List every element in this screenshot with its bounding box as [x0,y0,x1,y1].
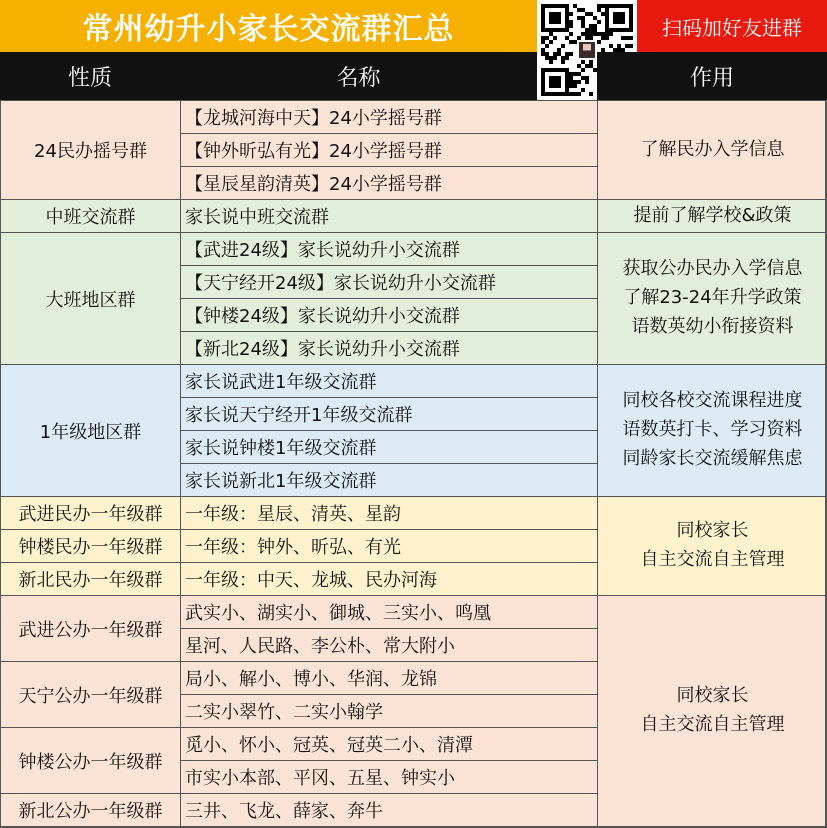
page-title: 常州幼升小家长交流群汇总 [0,0,537,52]
group-use-cell [597,232,827,364]
group-name-cell: 【钟外昕弘有光】24小学摇号群 [180,133,597,166]
group-type-cell: 武进公办一年级群 [0,595,180,661]
group-type-cell: 钟楼民办一年级群 [0,529,180,562]
group-name-cell: 家长说钟楼1年级交流群 [180,430,597,463]
use-line: 了解23-24年升学政策 [623,287,802,309]
group-use-cell [597,199,827,232]
scan-to-join-label: 扫码加好友进群 [637,0,827,52]
use-line: 获取公办民办入学信息 [622,258,803,280]
group-type-cell: 钟楼公办一年级群 [0,727,180,793]
group-name-cell: 一年级：星辰、清英、星韵 [180,496,597,529]
group-type-cell: 武进民办一年级群 [0,496,180,529]
group-name-cell: 【钟楼24级】家长说幼升小交流群 [180,298,597,331]
header-type: 性质 [0,52,180,100]
group-name-cell: 一年级：钟外、昕弘、有光 [180,529,597,562]
group-name-cell: 【星辰星韵清英】24小学摇号群 [180,166,597,199]
group-name-cell: 三井、飞龙、薛家、奔牛 [180,793,597,826]
group-type-cell: 天宁公办一年级群 [0,661,180,727]
group-name-cell: 【天宁经开24级】家长说幼升小交流群 [180,265,597,298]
group-name-cell: 武实小、湖实小、御城、三实小、鸣凰 [180,595,597,628]
group-name-cell: 【武进24级】家长说幼升小交流群 [180,232,597,265]
group-use-cell [597,496,827,595]
use-line: 提前了解学校&政策 [633,204,792,226]
use-line: 自主交流自主管理 [640,714,785,735]
use-line: 了解民办入学信息 [640,138,785,160]
header-name: 名称 [180,52,537,100]
group-name-cell: 一年级：中天、龙城、民办河海 [180,562,597,595]
group-type-cell: 中班交流群 [0,199,180,232]
group-use-cell [597,100,827,199]
use-line: 同龄家长交流缓解焦虑 [622,447,803,469]
group-name-cell: 家长说新北1年级交流群 [180,463,597,496]
use-line: 语数英打卡、学习资料 [622,419,803,441]
use-line: 自主交流自主管理 [640,549,785,570]
group-type-cell: 24民办摇号群 [0,100,180,199]
group-type-cell: 新北公办一年级群 [0,793,180,826]
group-use-cell [597,595,827,826]
group-table [0,100,827,828]
group-name-cell: 家长说中班交流群 [180,199,597,232]
group-name-cell: 【新北24级】家长说幼升小交流群 [180,331,597,364]
header-use: 作用 [597,52,827,100]
group-name-cell: 家长说天宁经开1年级交流群 [180,397,597,430]
group-type-cell: 大班地区群 [0,232,180,364]
group-use-cell [597,364,827,496]
use-line: 同校家长 [676,520,749,542]
group-type-cell: 新北民办一年级群 [0,562,180,595]
group-name-cell: 市实小本部、平冈、五星、钟实小 [180,760,597,793]
group-name-cell: 【龙城河海中天】24小学摇号群 [180,100,597,133]
group-name-cell: 二实小翠竹、二实小翰学 [180,694,597,727]
use-line: 同校家长 [676,685,749,707]
use-line: 语数英幼小衔接资料 [631,315,794,337]
group-name-cell: 局小、解小、博小、华润、龙锦 [180,661,597,694]
use-line: 同校各校交流课程进度 [622,390,803,412]
group-name-cell: 家长说武进1年级交流群 [180,364,597,397]
group-name-cell: 觅小、怀小、冠英、冠英二小、清潭 [180,727,597,760]
group-name-cell: 星河、人民路、李公朴、常大附小 [180,628,597,661]
group-type-cell: 1年级地区群 [0,364,180,496]
